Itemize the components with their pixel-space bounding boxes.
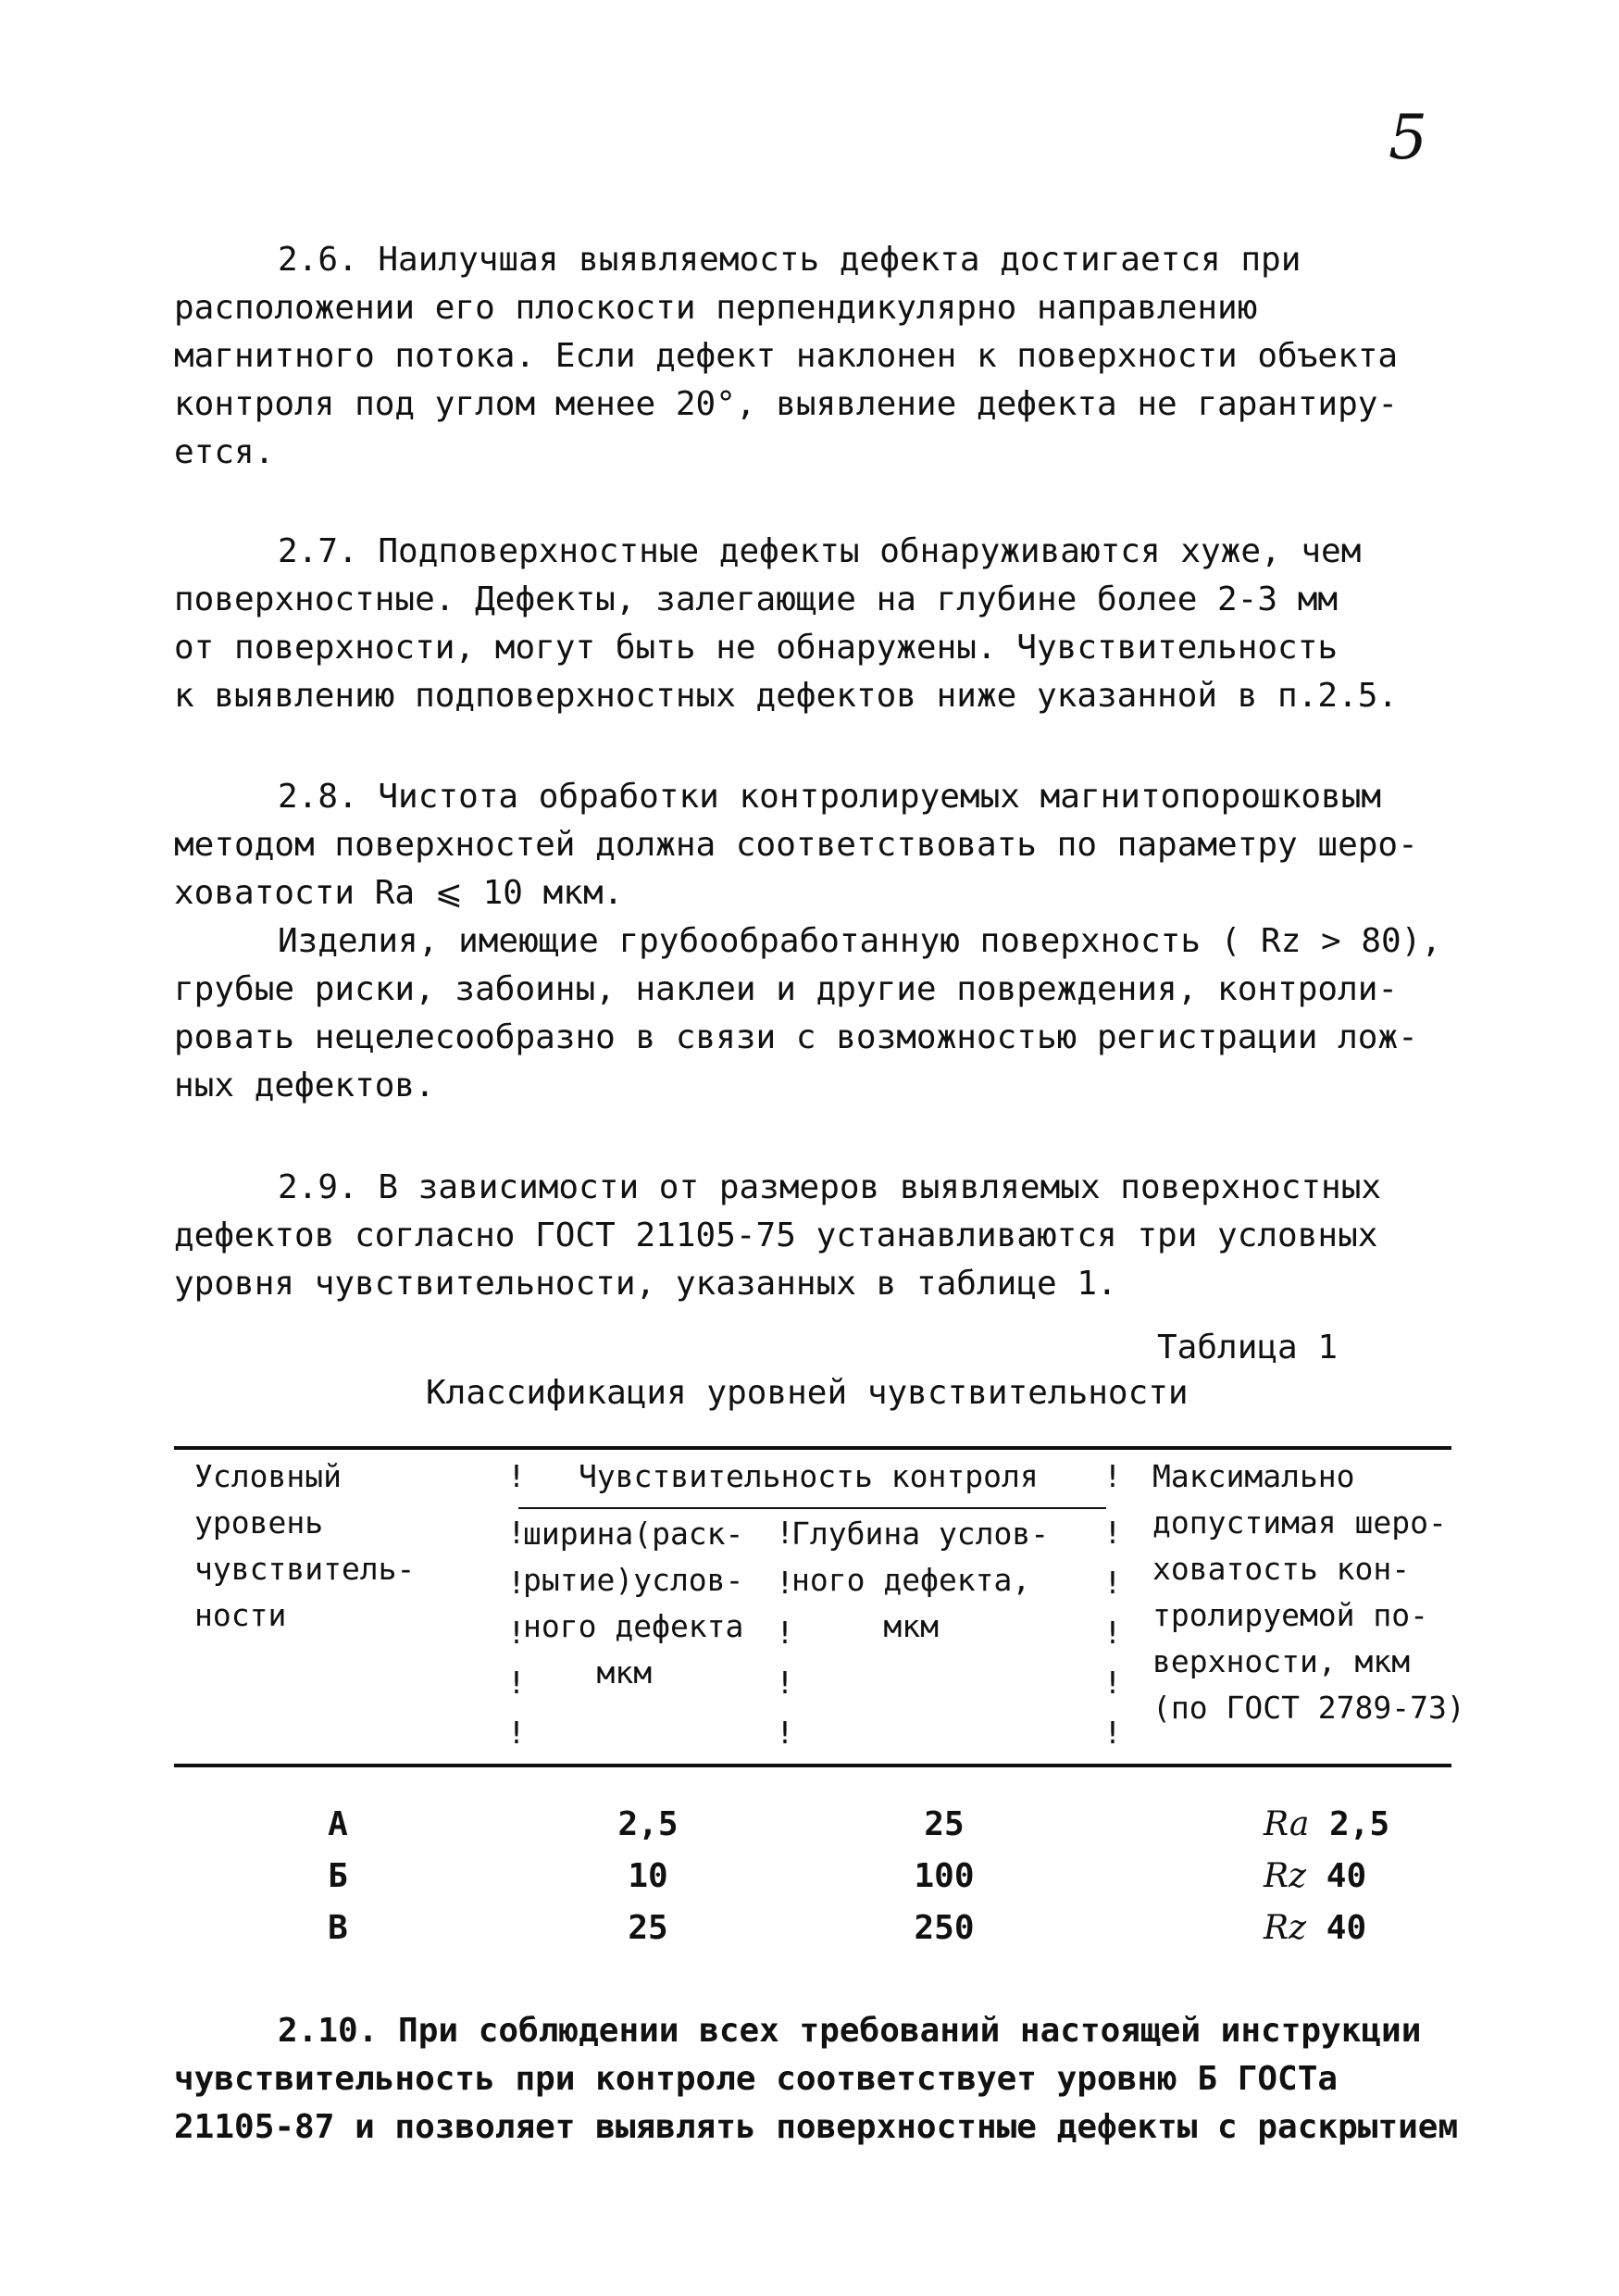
text-line: ных дефектов. [174,1067,435,1104]
column-separator-mark: ! [1103,1715,1122,1751]
header-depth: Глубина услов- ного дефекта, мкм [791,1516,1050,1644]
cell-level: В [328,1909,348,1947]
text-line: 2.6. Наилучшая выявляемость дефекта достигается при [278,241,1301,279]
page-number: 5 [1389,102,1427,173]
cell-width: 10 [628,1857,668,1895]
text-line: дефектов согласно ГОСТ 21105-75 устанавливаются три условных [174,1217,1378,1254]
table-subheader-rule [518,1507,1106,1509]
column-separator-mark: ! [776,1615,794,1651]
column-separator-mark: ! [507,1715,526,1751]
text-line: поверхностные. Дефекты, залегающие на глубине более 2-3 мм [174,580,1339,618]
paragraph-2-10 [174,2007,1470,2152]
text-line: 2.7. Подповерхностные дефекты обнаруживаются хуже, чем [278,532,1362,570]
text-line: расположении его плоскости перпендикулярно направлению [174,289,1258,327]
column-separator-mark: ! [776,1565,794,1601]
cell-level: Б [328,1857,348,1895]
text-line: чувствительность при контроле соответствует уровню Б ГОСТа [174,2060,1339,2098]
cell-width: 25 [628,1909,668,1947]
cell-roughness [1264,1805,1389,1843]
paragraph-2-6 [174,236,1470,477]
cell-width: 2,5 [617,1805,679,1843]
cell-depth: 25 [924,1805,965,1843]
text-line: к выявлению подповерхностных дефектов ниже указанной в п.2.5. [174,677,1399,715]
text-line: от поверхности, могут быть не обнаружены. Чувствительность [174,629,1339,667]
text-line: 2.10. При соблюдении всех требований настоящей инструкции [278,2012,1422,2050]
column-separator-mark: ! [776,1665,794,1701]
column-separator-mark: ! [507,1615,526,1651]
table-top-rule [174,1446,1451,1450]
cell-depth: 100 [914,1857,975,1895]
text-line: ровать нецелесообразно в связи с возможностью регистрации лож- [174,1018,1418,1056]
header-sensitivity-group: Чувствительность контроля [579,1458,1039,1494]
paragraph-2-8 [174,773,1470,1110]
text-line: ется. [174,433,275,471]
cell-depth: 250 [914,1909,975,1947]
roughness-value: 40 [1326,1909,1367,1947]
text-line: 2.8. Чистота обработки контролируемых магнитопорошковым [278,778,1382,816]
header-width: ширина(раск- рытие)услов- ного дефекта мкм [523,1516,744,1691]
column-separator-mark: ! [507,1458,526,1494]
text-line: методом поверхностей должна соответствовать по параметру шеро- [174,826,1418,864]
column-separator-mark: ! [776,1515,794,1551]
cell-roughness [1264,1857,1366,1895]
paragraph-2-7 [174,528,1470,720]
text-line: Изделия, имеющие грубообработанную поверхность ( Rz > 80), [278,922,1442,960]
text-line: магнитного потока. Если дефект наклонен к поверхности объекта [174,337,1399,375]
table-header-bottom-rule [174,1764,1451,1767]
column-separator-mark: ! [1103,1665,1122,1701]
roughness-param: Rz [1264,1909,1307,1947]
text-line: 2.9. В зависимости от размеров выявляемых поверхностных [278,1168,1382,1206]
text-line: ховатости Ra ⩽ 10 мкм. [174,874,624,912]
table-number: Таблица 1 [1157,1329,1339,1366]
text-line: грубые риски, забоины, наклеи и другие повреждения, контроли- [174,970,1399,1008]
column-separator-mark: ! [776,1715,794,1751]
text-line: 21105-87 и позволяет выявлять поверхностные дефекты с раскрытием [174,2108,1459,2146]
roughness-param: Ra [1264,1805,1310,1843]
column-separator-mark: ! [507,1565,526,1601]
column-separator-mark: ! [1103,1458,1122,1494]
text-line: уровня чувствительности, указанных в таблице 1. [174,1265,1117,1303]
paragraph-2-9 [174,1164,1470,1308]
column-separator-mark: ! [1103,1615,1122,1651]
roughness-value: 40 [1326,1857,1367,1895]
column-separator-mark: ! [1103,1565,1122,1601]
header-level: Условный уровень чувствитель- ности [194,1458,416,1633]
cell-roughness [1264,1909,1366,1947]
text-line: контроля под углом менее 20°, выявление дефекта не гарантиру- [174,385,1399,423]
column-separator-mark: ! [507,1665,526,1701]
roughness-param: Rz [1264,1857,1307,1895]
cell-level: А [328,1805,348,1843]
table-title: Классификация уровней чувствительности [426,1374,1189,1412]
header-roughness: Максимально допустимая шеро- ховатость кон- тролируемой по- верхности, мкм (по ГОСТ 2789-73) [1152,1458,1465,1726]
column-separator-mark: ! [507,1515,526,1551]
roughness-value: 2,5 [1329,1805,1390,1843]
column-separator-mark: ! [1103,1515,1122,1551]
